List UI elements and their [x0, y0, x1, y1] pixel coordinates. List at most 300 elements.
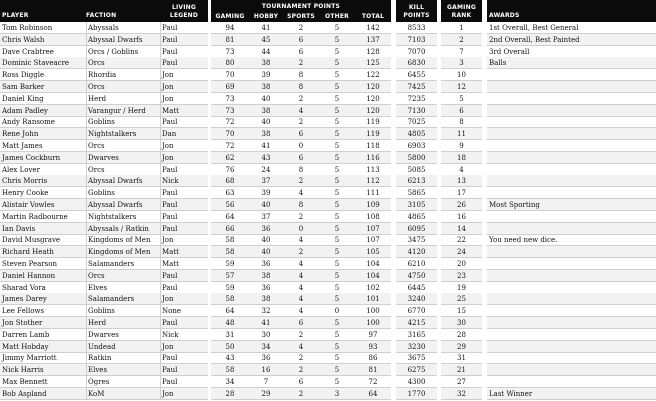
other-cell: 5: [334, 83, 340, 91]
award-cell: [487, 246, 656, 258]
player-cell: Henry Cooke: [2, 189, 49, 198]
faction-cell: Orcs / Goblins: [88, 47, 139, 56]
gaming-rank-cell: 14: [457, 224, 466, 233]
table-row: [0, 140, 656, 152]
column-divider: [160, 22, 161, 400]
award-cell: [487, 293, 656, 305]
faction-cell: Undead: [88, 342, 116, 351]
table-row: [0, 128, 656, 140]
table-row: [0, 246, 656, 258]
sports-cell: 4: [298, 106, 304, 115]
faction-cell: Kingdoms of Men: [88, 236, 151, 245]
legend-cell: Paul: [162, 165, 178, 174]
award-cell: [487, 341, 656, 353]
player-cell: Dominic Staveacre: [2, 59, 70, 68]
gaming-cell: 80: [225, 59, 235, 68]
total-cell: 122: [366, 71, 380, 80]
legend-cell: Matt: [162, 248, 179, 257]
kill-points-cell: 5085: [407, 165, 426, 174]
kill-points-cell: 7070: [407, 47, 426, 56]
hobby-cell: 38: [261, 271, 271, 280]
other-cell: 5: [334, 330, 340, 339]
award-cell: [487, 364, 656, 376]
award-cell: [487, 211, 656, 223]
legend-cell: Paul: [162, 354, 178, 363]
hobby-cell: 39: [261, 189, 271, 198]
player-cell: Steven Pearson: [2, 260, 57, 268]
kill-points-cell: 7103: [407, 35, 426, 44]
hobby-cell: 37: [261, 177, 271, 186]
player-cell: Alistair Vowles: [2, 201, 55, 209]
sports-cell: 4: [298, 307, 304, 316]
kill-points-cell: 3475: [407, 236, 426, 245]
kill-points-cell: 7425: [407, 83, 426, 91]
legend-cell: Jon: [162, 153, 174, 162]
sports-cell: 2: [298, 354, 304, 363]
sports-cell: 4: [298, 295, 304, 304]
award-cell: [487, 352, 656, 364]
faction-cell: Orcs: [88, 142, 105, 150]
gaming-rank-cell: 1: [459, 24, 464, 32]
award-cell: [487, 93, 656, 105]
gaming-cell: 48: [225, 319, 235, 327]
hobby-cell: 40: [261, 201, 271, 209]
header-rank-1: GAMING: [447, 4, 476, 11]
sports-cell: 6: [298, 153, 304, 162]
faction-cell: Ratkin: [88, 354, 112, 363]
player-cell: Matt James: [2, 142, 43, 150]
hobby-cell: 24: [261, 165, 271, 174]
gaming-rank-cell: 19: [457, 283, 466, 292]
award-cell: [487, 270, 656, 282]
hobby-cell: 29: [261, 389, 271, 398]
kill-points-cell: 1770: [407, 389, 426, 398]
player-cell: Daniel Hannon: [2, 271, 56, 280]
faction-cell: Abyssals: [88, 24, 119, 32]
other-cell: 5: [334, 224, 340, 233]
other-cell: 5: [334, 378, 340, 386]
legend-cell: Paul: [162, 24, 178, 32]
header-kill-1: KILL: [408, 4, 425, 11]
other-cell: 5: [334, 130, 340, 139]
kill-points-cell: 3165: [407, 330, 426, 339]
legend-cell: Jon: [162, 389, 174, 398]
header-gaming: GAMING: [215, 13, 245, 20]
gaming-cell: 70: [225, 130, 235, 139]
legend-cell: Jon: [162, 83, 174, 91]
player-cell: Nick Harris: [2, 366, 44, 375]
sports-cell: 6: [298, 130, 304, 139]
gaming-rank-cell: 4: [459, 165, 464, 174]
table-row: [0, 270, 656, 282]
award-cell: You need new dice.: [489, 236, 558, 245]
total-cell: 112: [366, 177, 380, 186]
gaming-rank-cell: 15: [457, 307, 466, 316]
hobby-cell: 45: [261, 35, 271, 44]
hobby-cell: 38: [261, 106, 271, 115]
other-cell: 5: [334, 342, 340, 351]
gaming-rank-cell: 25: [457, 295, 466, 304]
player-cell: Jimmy Marriott: [2, 354, 57, 363]
column-divider: [86, 22, 87, 400]
hobby-cell: 41: [261, 142, 271, 150]
header-total: TOTAL: [361, 13, 385, 20]
gaming-cell: 58: [225, 295, 235, 304]
kill-points-cell: 4805: [407, 130, 426, 139]
legend-cell: Nick: [162, 330, 179, 339]
kill-points-cell: 5800: [407, 153, 426, 162]
total-cell: 102: [366, 283, 380, 292]
faction-cell: Herd: [88, 319, 107, 327]
table-row: [0, 69, 656, 81]
table-row: [0, 282, 656, 294]
award-cell: [487, 152, 656, 164]
player-cell: Bob Aspland: [2, 389, 47, 398]
gaming-cell: 68: [225, 177, 235, 186]
gaming-rank-cell: 21: [457, 366, 466, 375]
total-cell: 118: [366, 142, 380, 150]
table-row: [0, 211, 656, 223]
header-tournament-points: TOURNAMENT POINTS: [261, 3, 341, 10]
gaming-cell: 66: [225, 224, 235, 233]
gaming-cell: 76: [225, 165, 235, 174]
other-cell: 5: [334, 319, 340, 327]
kill-points-cell: 5865: [407, 189, 426, 198]
player-cell: Ross Diggle: [2, 71, 45, 80]
gaming-rank-cell: 16: [457, 212, 466, 221]
gaming-cell: 31: [225, 330, 235, 339]
sports-cell: 4: [298, 342, 304, 351]
player-cell: Lee Fellows: [2, 307, 45, 316]
gaming-rank-cell: 5: [459, 94, 464, 103]
kill-points-cell: 7025: [407, 118, 426, 127]
sports-cell: 2: [298, 212, 304, 221]
hobby-cell: 38: [261, 59, 271, 68]
faction-cell: Abyssal Dwarfs: [88, 201, 143, 209]
sports-cell: 6: [298, 47, 304, 56]
other-cell: 5: [334, 24, 340, 32]
award-cell: [487, 164, 656, 176]
award-cell: [487, 140, 656, 152]
gaming-rank-cell: 18: [457, 153, 466, 162]
gaming-rank-cell: 11: [457, 130, 466, 139]
gaming-cell: 43: [225, 354, 235, 363]
hobby-cell: 36: [261, 283, 271, 292]
sports-cell: 4: [298, 260, 304, 268]
faction-cell: Salamanders: [88, 295, 135, 304]
legend-cell: Jon: [162, 342, 174, 351]
table-row: [0, 364, 656, 376]
kill-points-cell: 7130: [407, 106, 426, 115]
player-cell: Martin Radbourne: [2, 212, 68, 221]
total-cell: 113: [366, 165, 380, 174]
table-row: [0, 199, 656, 211]
award-cell: [487, 376, 656, 388]
other-cell: 5: [334, 165, 340, 174]
hobby-cell: 16: [261, 366, 271, 375]
player-cell: Darren Lamb: [2, 330, 50, 339]
hobby-cell: 41: [261, 319, 271, 327]
award-cell: Balls: [489, 59, 507, 68]
header-player: PLAYER: [2, 12, 29, 19]
player-cell: Richard Heath: [2, 248, 54, 257]
player-cell: Sharad Vora: [2, 283, 46, 292]
kill-points-cell: 8533: [407, 24, 426, 32]
total-cell: 107: [366, 224, 380, 233]
total-cell: 100: [366, 307, 380, 316]
total-cell: 120: [366, 83, 380, 91]
gaming-rank-cell: 22: [457, 236, 466, 245]
other-cell: 5: [334, 271, 340, 280]
gaming-cell: 69: [225, 83, 235, 91]
legend-cell: Paul: [162, 59, 178, 68]
hobby-cell: 40: [261, 94, 271, 103]
player-cell: Matt Hobday: [2, 342, 49, 351]
sports-cell: 2: [298, 24, 304, 32]
table-row: [0, 234, 656, 246]
kill-points-cell: 6275: [407, 366, 426, 375]
gaming-rank-cell: 24: [457, 248, 466, 257]
award-cell: [487, 81, 656, 93]
total-cell: 86: [368, 354, 378, 363]
other-cell: 5: [334, 295, 340, 304]
player-cell: Alex Lover: [2, 165, 40, 174]
gaming-rank-cell: 26: [457, 201, 466, 209]
other-cell: 5: [334, 260, 340, 268]
other-cell: 5: [334, 47, 340, 56]
sports-cell: 6: [298, 319, 304, 327]
legend-cell: Jon: [162, 236, 174, 245]
award-cell: Most Sporting: [489, 201, 540, 209]
gaming-cell: 58: [225, 248, 235, 257]
gaming-cell: 64: [225, 307, 235, 316]
table-row: [0, 258, 656, 270]
faction-cell: Ogres: [88, 378, 110, 386]
header-hobby: HOBBY: [253, 13, 279, 20]
gaming-rank-cell: 12: [457, 83, 466, 91]
legend-cell: Paul: [162, 47, 178, 56]
hobby-cell: 38: [261, 295, 271, 304]
legend-cell: Paul: [162, 271, 178, 280]
gaming-cell: 28: [225, 389, 235, 398]
other-cell: 5: [334, 153, 340, 162]
sports-cell: 2: [298, 330, 304, 339]
faction-cell: Elves: [88, 283, 108, 292]
gaming-rank-cell: 3: [459, 59, 464, 68]
award-cell: Last Winner: [489, 389, 533, 398]
player-cell: David Musgrave: [2, 236, 61, 245]
table-row: [0, 388, 656, 400]
player-cell: James Cockburn: [2, 153, 61, 162]
other-cell: 5: [334, 236, 340, 245]
legend-cell: Paul: [162, 35, 178, 44]
kill-points-cell: 6095: [407, 224, 426, 233]
award-cell: [487, 116, 656, 128]
award-cell: 1st Overall, Best General: [489, 24, 579, 32]
gaming-cell: 64: [225, 212, 235, 221]
hobby-cell: 36: [261, 354, 271, 363]
table-row: [0, 81, 656, 93]
gaming-rank-cell: 9: [459, 142, 464, 150]
total-cell: 97: [368, 330, 378, 339]
kill-points-cell: 6210: [407, 260, 426, 268]
total-cell: 125: [366, 59, 380, 68]
faction-cell: Rhordia: [88, 71, 117, 80]
legend-cell: Paul: [162, 366, 178, 375]
total-cell: 111: [366, 189, 380, 198]
total-cell: 107: [366, 236, 380, 245]
award-cell: [487, 105, 656, 117]
gaming-rank-cell: 7: [459, 47, 464, 56]
gaming-rank-cell: 23: [457, 271, 466, 280]
player-cell: Max Bennett: [2, 378, 48, 386]
faction-cell: Orcs: [88, 165, 105, 174]
kill-points-cell: 7235: [407, 94, 426, 103]
faction-cell: Herd: [88, 94, 107, 103]
table-row: [0, 376, 656, 388]
other-cell: 5: [334, 142, 340, 150]
total-cell: 93: [368, 342, 378, 351]
hobby-cell: 30: [261, 330, 271, 339]
other-cell: 5: [334, 106, 340, 115]
legend-cell: Paul: [162, 201, 178, 209]
gaming-cell: 50: [225, 342, 235, 351]
total-cell: 109: [366, 201, 380, 209]
gaming-cell: 73: [225, 94, 235, 103]
faction-cell: Goblins: [88, 307, 115, 316]
faction-cell: Orcs: [88, 271, 105, 280]
legend-cell: Paul: [162, 378, 178, 386]
other-cell: 5: [334, 189, 340, 198]
sports-cell: 8: [298, 201, 304, 209]
kill-points-cell: 3675: [407, 354, 426, 363]
player-cell: Sam Barker: [2, 83, 45, 91]
kill-points-cell: 4120: [407, 248, 426, 257]
hobby-cell: 36: [261, 260, 271, 268]
faction-cell: Orcs: [88, 59, 105, 68]
faction-cell: Nightstalkers: [88, 212, 137, 221]
sports-cell: 2: [298, 389, 304, 398]
total-cell: 119: [366, 118, 380, 127]
faction-cell: Abyssal Dwarfs: [88, 177, 143, 186]
legend-cell: Matt: [162, 106, 179, 115]
sports-cell: 6: [298, 378, 304, 386]
faction-cell: Elves: [88, 366, 108, 375]
player-cell: Dave Crabtree: [2, 47, 54, 56]
faction-cell: Nightstalkers: [88, 130, 137, 139]
kill-points-cell: 6830: [407, 59, 426, 68]
gaming-cell: 70: [225, 71, 235, 80]
table-row: [0, 105, 656, 117]
kill-points-cell: 4215: [407, 319, 426, 327]
award-cell: 2nd Overall, Best Painted: [489, 35, 580, 44]
hobby-cell: 38: [261, 130, 271, 139]
award-cell: [487, 305, 656, 317]
table-row: [0, 164, 656, 176]
award-cell: [487, 175, 656, 187]
gaming-rank-cell: 10: [457, 71, 466, 80]
legend-cell: None: [162, 307, 181, 316]
sports-cell: 2: [298, 248, 304, 257]
award-cell: [487, 223, 656, 235]
other-cell: 3: [334, 389, 340, 398]
gaming-rank-cell: 20: [457, 260, 466, 268]
player-cell: Tom Robinson: [2, 24, 53, 32]
gaming-rank-cell: 13: [457, 177, 466, 186]
sports-cell: 2: [298, 59, 304, 68]
total-cell: 108: [366, 212, 380, 221]
hobby-cell: 44: [261, 47, 271, 56]
table-row: [0, 329, 656, 341]
header-faction: FACTION: [86, 12, 117, 19]
player-cell: James Darey: [2, 295, 47, 304]
faction-cell: Abyssal Dwarfs: [88, 35, 143, 44]
other-cell: 5: [334, 71, 340, 80]
award-cell: [487, 69, 656, 81]
other-cell: 5: [334, 283, 340, 292]
total-cell: 105: [366, 248, 380, 257]
legend-cell: Paul: [162, 189, 178, 198]
gaming-rank-cell: 30: [457, 319, 466, 327]
gaming-rank-cell: 31: [457, 354, 466, 363]
faction-cell: Varangur / Herd: [88, 106, 146, 115]
sports-cell: 2: [298, 366, 304, 375]
table-row: [0, 22, 656, 34]
kill-points-cell: 6213: [407, 177, 426, 186]
faction-cell: Abyssals / Ratkin: [88, 224, 149, 233]
kill-points-cell: 6455: [407, 71, 426, 80]
gaming-cell: 57: [225, 271, 235, 280]
header-sports: SPORTS: [287, 13, 315, 20]
other-cell: 5: [334, 94, 340, 103]
gaming-cell: 59: [225, 260, 235, 268]
kill-points-cell: 4750: [407, 271, 426, 280]
kill-points-cell: 4865: [407, 212, 426, 221]
faction-cell: Orcs: [88, 83, 105, 91]
faction-cell: Dwarves: [88, 330, 119, 339]
legend-cell: Nick: [162, 177, 179, 186]
award-cell: 3rd Overall: [489, 47, 530, 56]
player-cell: Chris Walsh: [2, 35, 45, 44]
faction-cell: Kingdoms of Men: [88, 248, 151, 257]
table-row: [0, 293, 656, 305]
sports-cell: 8: [298, 71, 304, 80]
legend-cell: Paul: [162, 224, 178, 233]
header-kill-2: POINTS: [403, 12, 430, 19]
legend-cell: Jon: [162, 94, 174, 103]
hobby-cell: 36: [261, 224, 271, 233]
total-cell: 137: [366, 35, 380, 44]
hobby-cell: 7: [263, 378, 269, 386]
sports-cell: 0: [298, 142, 304, 150]
hobby-cell: 34: [261, 342, 271, 351]
other-cell: 5: [334, 35, 340, 44]
hobby-cell: 32: [261, 307, 271, 316]
header-other: OTHER: [325, 13, 349, 20]
gaming-rank-cell: 28: [457, 330, 466, 339]
total-cell: 64: [368, 389, 378, 398]
faction-cell: Salamanders: [88, 260, 135, 268]
sports-cell: 2: [298, 94, 304, 103]
sports-cell: 8: [298, 83, 304, 91]
sports-cell: 0: [298, 224, 304, 233]
kill-points-cell: 4300: [407, 378, 426, 386]
sports-cell: 4: [298, 283, 304, 292]
other-cell: 5: [334, 366, 340, 375]
total-cell: 104: [366, 271, 380, 280]
table-row: [0, 57, 656, 69]
gaming-cell: 73: [225, 47, 235, 56]
